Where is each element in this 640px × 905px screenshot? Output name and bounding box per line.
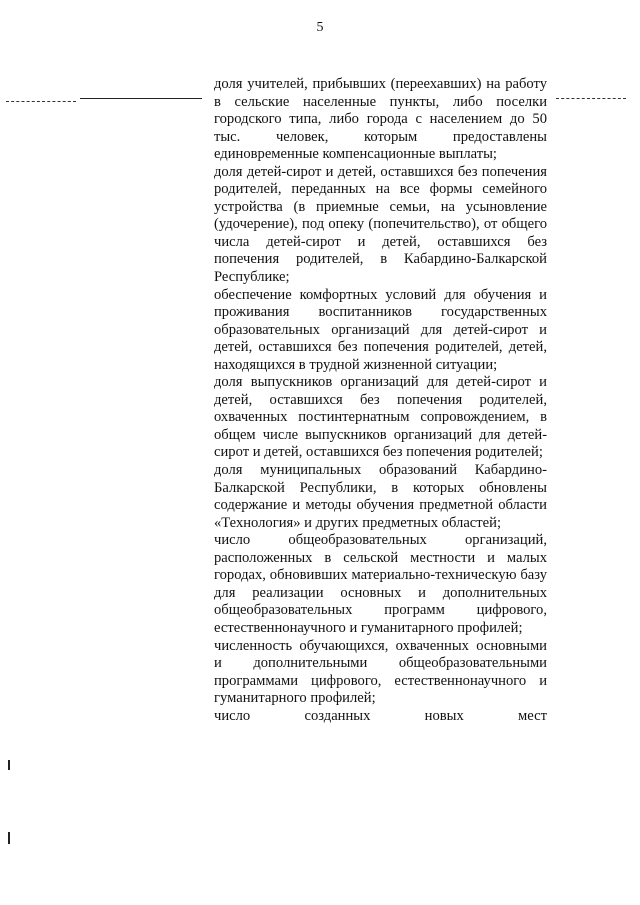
paragraph-new-places: число созданных новых мест (214, 707, 547, 724)
paragraph-graduates-support: доля выпускников организаций для детей-сирот и детей, оставшихся без попечения родителей, охваченных постинтернатным сопровождением, в общем числе выпускников организаций для детей-сирот и детей, оставшихся без попечения родителей; (214, 374, 547, 461)
paragraph-comfortable-conditions: обеспечение комфортных условий для обучения и проживания воспитанников государственных образовательных организаций для детей-сирот и детей, оставшихся без попечения родителей, детей, находящихся в трудной жизненной ситуации; (214, 286, 547, 373)
scan-artifact-mark-2 (8, 832, 10, 844)
page-number: 5 (316, 20, 324, 35)
paragraph-teachers-share: доля учителей, прибывших (переехавших) на работу в сельские населенные пункты, либо поселки городского типа, либо города с населением до 50 тыс. человек, которым предоставлены единовременные компенсационные выплаты; (214, 76, 547, 163)
scan-artifact-line-right (556, 98, 626, 99)
scan-artifact-mark-1 (8, 760, 10, 770)
paragraph-schools-count: число общеобразовательных организаций, расположенных в сельской местности и малых городах, обновивших материально-техническую базу для реализации основных и дополнительных общеобразовательных программ цифрового, естественнонаучного и гуманитарного профилей; (214, 532, 547, 636)
paragraph-orphans-placement: доля детей-сирот и детей, оставшихся без попечения родителей, переданных на все формы семейного устройства (в приемные семьи, на усыновление (удочерение), под опеку (попечительство), от общего числа детей-сирот и детей, оставшихся без попечения родителей, в Кабардино-Балкарской Республике; (214, 163, 547, 286)
paragraph-students-count: численность обучающихся, охваченных основными и дополнительными общеобразовательными программами цифрового, естественнонаучного и гуманитарного профилей; (214, 637, 547, 707)
scan-artifact-line-left-long (80, 98, 202, 99)
document-body (214, 76, 547, 725)
paragraph-municipalities-share: доля муниципальных образований Кабардино-Балкарской Республики, в которых обновлены содержание и методы обучения предметной области «Технология» и других предметных областей; (214, 462, 547, 531)
scan-artifact-line-left (6, 101, 76, 102)
